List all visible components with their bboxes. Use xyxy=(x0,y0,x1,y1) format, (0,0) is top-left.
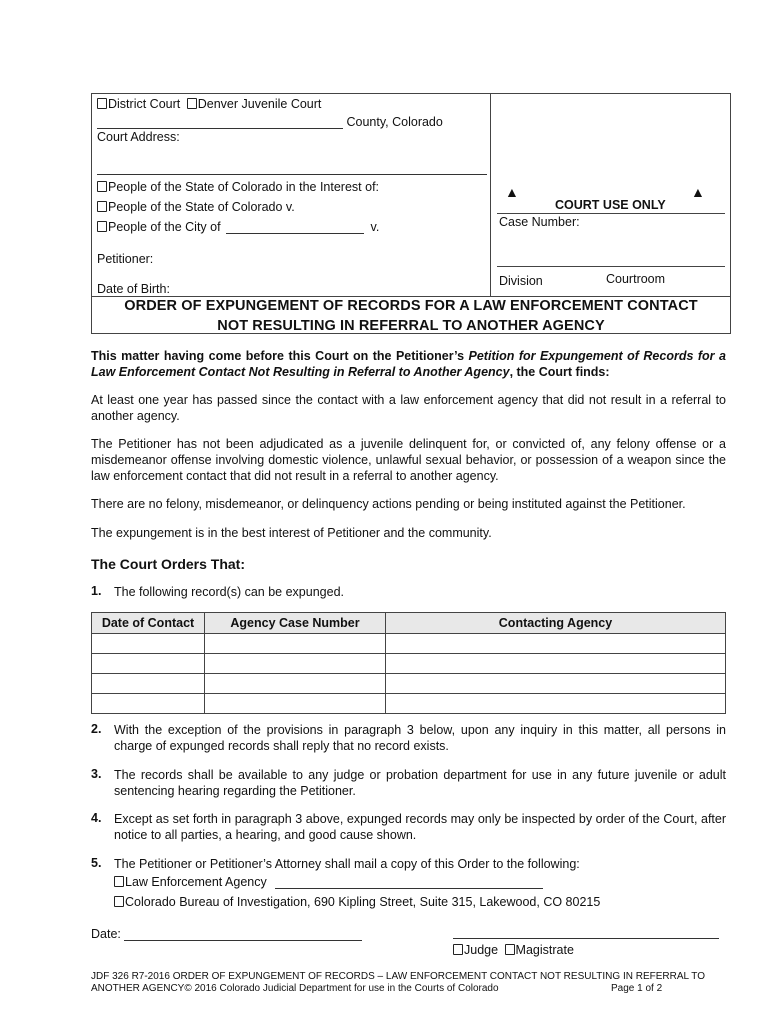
city-field[interactable] xyxy=(226,220,364,234)
finding-2: The Petitioner has not been adjudicated as a juvenile delinquent for, or convicted of, any felony offense or a misdemeanor offense involving domestic violence, unlawful sexual behavior, or possession of a weapon since the law enforcement contact that did not result in a referral to another agency. xyxy=(91,437,726,483)
records-table xyxy=(91,612,726,714)
order-2-number: 2. xyxy=(91,722,102,736)
mail-cbi-row xyxy=(114,895,600,909)
party-interest-label: People of the State of Colorado in the Interest of: xyxy=(108,180,380,194)
party-state-row xyxy=(97,200,295,214)
finding-3: There are no felony, misdemeanor, or delinquency actions pending or being instituted against the Petitioner. xyxy=(91,497,686,511)
orders-heading: The Court Orders That: xyxy=(91,556,246,572)
cell-date[interactable] xyxy=(92,674,205,694)
cell-case-number[interactable] xyxy=(205,654,386,674)
footer xyxy=(91,971,731,995)
signer-row xyxy=(453,943,574,957)
page-number: Page 1 of 2 xyxy=(611,983,663,994)
judge-checkbox[interactable] xyxy=(453,944,463,955)
dob-label: Date of Birth: xyxy=(97,282,170,296)
cell-date[interactable] xyxy=(92,694,205,714)
district-court-checkbox[interactable] xyxy=(97,98,107,109)
cell-case-number[interactable] xyxy=(205,674,386,694)
petition-title: Petition for Expungement of Records for a Law Enforcement Contact Not Resulting in Referral to Another Agency xyxy=(91,349,726,379)
party-state-checkbox[interactable] xyxy=(97,201,107,212)
party-city-checkbox[interactable] xyxy=(97,221,107,232)
cell-agency[interactable] xyxy=(386,634,726,654)
cell-agency[interactable] xyxy=(386,654,726,674)
arrow-up-icon: ▲ xyxy=(505,184,519,200)
law-enforcement-field[interactable] xyxy=(275,876,543,889)
district-court-label: District Court xyxy=(108,97,181,111)
table-row xyxy=(92,654,726,674)
order-3-number: 3. xyxy=(91,767,102,781)
finding-4: The expungement is in the best interest of Petitioner and the community. xyxy=(91,526,492,540)
juvenile-court-checkbox[interactable] xyxy=(187,98,197,109)
petitioner-label: Petitioner: xyxy=(97,252,154,266)
order-5-text: The Petitioner or Petitioner’s Attorney shall mail a copy of this Order to the following: xyxy=(114,857,580,871)
intro-paragraph xyxy=(91,348,726,380)
table-row xyxy=(92,634,726,654)
cell-date[interactable] xyxy=(92,634,205,654)
order-5-number: 5. xyxy=(91,856,102,870)
juvenile-court-label: Denver Juvenile Court xyxy=(197,97,322,111)
county-row xyxy=(97,114,443,129)
signature-line[interactable] xyxy=(453,938,719,939)
division-label: Division xyxy=(499,274,543,288)
date-field[interactable] xyxy=(124,928,362,941)
table-row xyxy=(92,694,726,714)
cbi-checkbox[interactable] xyxy=(114,896,124,907)
order-4-text: Except as set forth in paragraph 3 above, expunged records may only be inspected by order of the Court, after notice to all parties, a hearing, and good cause shown. xyxy=(114,812,726,842)
caption-divider-vertical xyxy=(490,93,491,296)
mail-law-enforcement-row xyxy=(114,875,543,889)
intro-lead: This matter having come before this Court on the Petitioner’s xyxy=(91,349,469,363)
cbi-label: Colorado Bureau of Investigation, 690 Kipling Street, Suite 315, Lakewood, CO 80215 xyxy=(125,895,601,909)
order-1-text: The following record(s) can be expunged. xyxy=(114,585,344,599)
cell-agency[interactable] xyxy=(386,694,726,714)
party-interest-checkbox[interactable] xyxy=(97,181,107,192)
order-1-number: 1. xyxy=(91,584,102,598)
party-city-suffix: v. xyxy=(370,220,380,234)
order-4-number: 4. xyxy=(91,811,102,825)
court-address-label: Court Address: xyxy=(97,130,180,144)
finding-1: At least one year has passed since the contact with a law enforcement agency that did not result in a referral to another agency. xyxy=(91,393,726,423)
header-agency-case-number: Agency Case Number xyxy=(205,613,386,634)
cell-case-number[interactable] xyxy=(205,694,386,714)
arrow-up-icon-right: ▲ xyxy=(691,184,705,200)
magistrate-label: Magistrate xyxy=(515,943,574,957)
court-use-only-label: COURT USE ONLY xyxy=(555,198,666,212)
title-line-2: NOT RESULTING IN REFERRAL TO ANOTHER AGENCY xyxy=(217,318,605,334)
intro-tail: , the Court finds: xyxy=(509,365,610,379)
county-field[interactable] xyxy=(97,114,343,129)
division-divider xyxy=(497,266,725,267)
magistrate-checkbox[interactable] xyxy=(505,944,515,955)
judge-label: Judge xyxy=(464,943,499,957)
date-row xyxy=(91,927,362,941)
court-type-row xyxy=(97,97,321,111)
court-address-line[interactable] xyxy=(97,174,487,175)
party-state-label: People of the State of Colorado v. xyxy=(108,200,295,214)
table-header-row xyxy=(92,613,726,634)
title-line-1: ORDER OF EXPUNGEMENT OF RECORDS FOR A LAW ENFORCEMENT CONTACT xyxy=(124,298,698,314)
header-contacting-agency: Contacting Agency xyxy=(386,613,726,634)
cell-date[interactable] xyxy=(92,654,205,674)
court-use-divider xyxy=(497,213,725,214)
date-label: Date: xyxy=(91,927,121,941)
cell-agency[interactable] xyxy=(386,674,726,694)
footer-copyright: ANOTHER AGENCY© 2016 Colorado Judicial Department for use in the Courts of Colorado xyxy=(91,983,499,994)
law-enforcement-label: Law Enforcement Agency xyxy=(125,875,267,889)
party-city-row xyxy=(97,220,379,234)
case-number-label: Case Number: xyxy=(499,215,580,229)
page-title xyxy=(91,296,731,336)
party-interest-row xyxy=(97,180,379,194)
footer-line-1: JDF 326 R7-2016 ORDER OF EXPUNGEMENT OF RECORDS – LAW ENFORCEMENT CONTACT NOT RESULTING IN REFERRAL TO xyxy=(91,971,705,982)
order-3-text: The records shall be available to any judge or probation department for use in any future juvenile or adult sentencing hearing regarding the Petitioner. xyxy=(114,768,726,798)
footer-line-2 xyxy=(91,983,731,995)
cell-case-number[interactable] xyxy=(205,634,386,654)
county-suffix: County, Colorado xyxy=(346,115,443,129)
header-date-of-contact: Date of Contact xyxy=(92,613,205,634)
party-city-label: People of the City of xyxy=(108,220,221,234)
order-2-text: With the exception of the provisions in paragraph 3 below, upon any inquiry in this matter, all persons in charge of expunged records shall reply that no record exists. xyxy=(114,723,726,753)
courtroom-label: Courtroom xyxy=(606,272,666,286)
table-row xyxy=(92,674,726,694)
law-enforcement-checkbox[interactable] xyxy=(114,876,124,887)
